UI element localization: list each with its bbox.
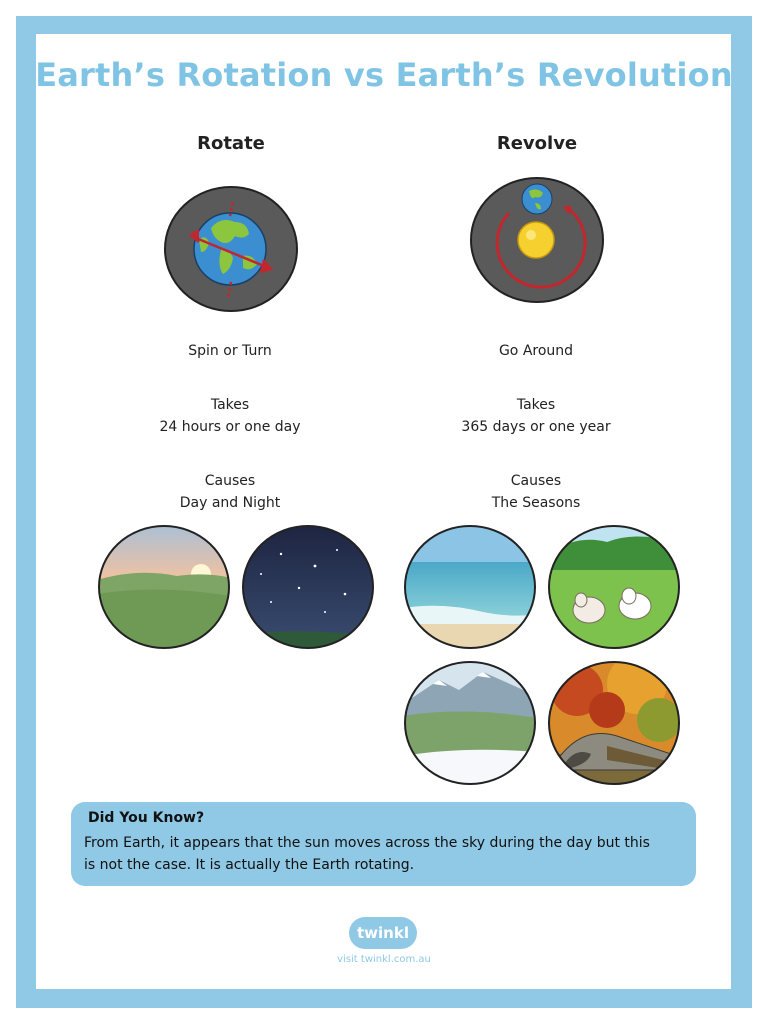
revolution-illustration bbox=[469, 177, 605, 305]
rotate-causes-value: Day and Night bbox=[179, 495, 281, 511]
night-sky-image bbox=[241, 524, 375, 650]
rotate-heading: Rotate bbox=[197, 133, 265, 154]
rotate-meaning: Spin or Turn bbox=[188, 343, 272, 359]
did-you-know-title: Did You Know? bbox=[88, 810, 205, 826]
spring-lambs-image bbox=[547, 524, 681, 650]
autumn-bridge-image bbox=[547, 660, 681, 786]
rotate-takes-label: Takes bbox=[210, 397, 250, 413]
summer-beach-image bbox=[403, 524, 537, 650]
did-you-know-text bbox=[84, 832, 689, 876]
small-earth-icon bbox=[522, 184, 552, 214]
twinkl-url-link[interactable]: visit twinkl.com.au bbox=[337, 954, 431, 965]
twinkl-logo[interactable]: twinkl bbox=[349, 917, 417, 949]
did-you-know-box bbox=[71, 802, 696, 886]
page-title: Earth’s Rotation vs Earth’s Revolution bbox=[35, 56, 733, 94]
revolve-takes-label: Takes bbox=[516, 397, 556, 413]
winter-snow-image bbox=[403, 660, 537, 786]
did-you-know-line-1: From Earth, it appears that the sun moves across the sky during the day but this bbox=[84, 835, 650, 851]
sunrise-meadow-image bbox=[97, 524, 231, 650]
sun-icon bbox=[518, 222, 554, 258]
earth-icon bbox=[194, 213, 266, 285]
revolve-causes-value: The Seasons bbox=[491, 495, 581, 511]
rotation-illustration bbox=[163, 186, 299, 314]
rotate-causes-label: Causes bbox=[204, 473, 256, 489]
revolve-causes-label: Causes bbox=[510, 473, 562, 489]
revolve-meaning: Go Around bbox=[498, 343, 574, 359]
revolve-takes-value: 365 days or one year bbox=[461, 419, 611, 435]
rotate-takes-value: 24 hours or one day bbox=[159, 419, 301, 435]
did-you-know-line-2: is not the case. It is actually the Earth rotating. bbox=[84, 857, 415, 873]
revolve-heading: Revolve bbox=[496, 133, 578, 154]
